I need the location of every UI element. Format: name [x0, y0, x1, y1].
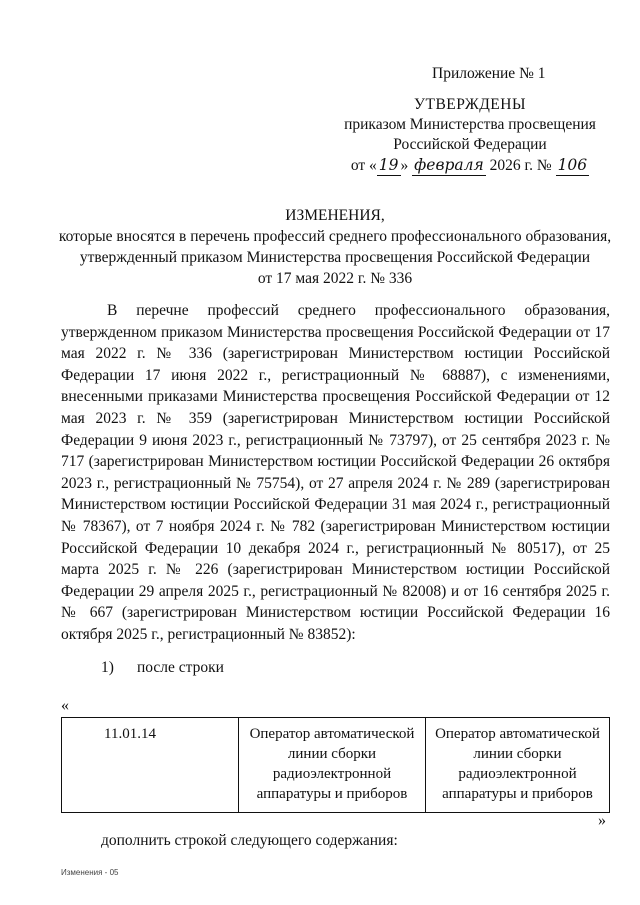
- date-mid: »: [400, 157, 409, 174]
- item-text: после строки: [137, 659, 224, 676]
- appendix-label: Приложение № 1: [432, 65, 546, 82]
- approval-block: [330, 95, 610, 176]
- approved-line-1: приказом Министерства просвещения: [344, 116, 596, 133]
- document-title: [40, 205, 630, 289]
- table-cell-qualification: Оператор автоматической линии сборки радиоэлектронной аппаратуры и приборов: [426, 718, 610, 813]
- supplement-text: дополнить строкой следующего содержания:: [101, 832, 398, 849]
- table-cell-profession: Оператор автоматической линии сборки радиоэлектронной аппаратуры и приборов: [239, 718, 426, 813]
- date-prefix: от «: [350, 157, 377, 174]
- title-line-2: утвержденный приказом Министерства просвещения Российской Федерации: [79, 249, 591, 266]
- date-year: 2026 г. №: [489, 157, 552, 174]
- order-number: 106: [557, 156, 588, 174]
- quote-open: «: [61, 697, 69, 714]
- table-cell-code: 11.01.14: [62, 718, 239, 813]
- date-day: 19: [378, 156, 399, 174]
- item-number: 1): [101, 659, 114, 676]
- title-line-3: от 17 мая 2022 г. № 336: [257, 270, 413, 287]
- footer-label: Изменения - 05: [61, 868, 119, 877]
- quote-close: »: [598, 812, 606, 829]
- table-row: [62, 718, 610, 813]
- title-heading: ИЗМЕНЕНИЯ,: [285, 207, 385, 224]
- approved-line-2: Российской Федерации: [393, 136, 547, 153]
- body-paragraph: В перечне профессий среднего профессионального образования, утвержденном приказом Министерства просвещения Российской Федерации от 17 мая 2022 г. № 336 (зарегистрирован Министерством юстиции Российской Федерации 17 июня 2022 г., регистрационный № 68887), с изменениями, внесенными приказами Министерства просвещения Российской Федерации от 12 мая 2023 г. № 359 (зарегистрирован Министерством юстиции Российской Федерации 9 июня 2023 г., регистрационный № 73797), от 25 сентября 2023 г. № 717 (зарегистрирован Министерством юстиции Российской Федерации 26 октября 2023 г., регистрационный № 75754), от 27 апреля 2024 г. № 289 (зарегистрирован Министерством юстиции Российской Федерации 31 мая 2024 г., регистрационный № 78367), от 7 ноября 2024 г. № 782 (зарегистрирован Министерством юстиции Российской Федерации 10 декабря 2024 г., регистрационный № 80517), от 25 марта 2025 г. № 226 (зарегистрирован Министерством юстиции Российской Федерации 29 апреля 2025 г., регистрационный № 82008) и от 16 сентября 2025 г. № 667 (зарегистрирован Министерством юстиции Российской Федерации 16 октября 2025 г., регистрационный № 83852):: [61, 302, 610, 643]
- change-table: [61, 717, 610, 813]
- date-month: февраля: [414, 156, 484, 174]
- title-line-1: которые вносятся в перечень профессий среднего профессионального образования,: [58, 228, 612, 245]
- approval-date: [330, 155, 610, 176]
- approved-title: УТВЕРЖДЕНЫ: [414, 96, 526, 113]
